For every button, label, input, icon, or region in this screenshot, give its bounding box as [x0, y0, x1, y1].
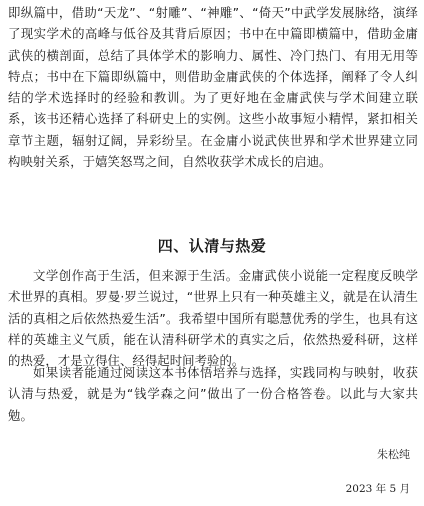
body-paragraph-3: 如果读者能通过阅读这本书体悟培养与选择，实践同构与映射，收获认清与热爱，就是为“钱学森之问”做出了一份合格答卷。以此与大家共勉。 [8, 365, 418, 423]
body-paragraph-2: 文学创作高于生活，但来源于生活。金庸武侠小说能一定程度反映学术世界的真相。罗曼·罗兰说过，“世界上只有一种英雄主义，就是在认清生活的真相之后依然热爱生活”。我希望中国所有聪慧优秀的学生，也具有这样的英雄主义气质，能在认清科研学术的真实之后，依然热爱科研，这样的热爱，才是立得住、经得起时间考验的。 [8, 268, 418, 369]
section-title: 四、认清与热爱 [157, 237, 267, 255]
body-paragraph-1: 即纵篇中，借助“天龙”、“射雕”、“神雕”、“倚天”中武学发展脉络，演绎了现实学术的高峰与低谷及其背后原因；书中在中篇即横篇中，借助金庸武侠的横剖面，总结了具体学术的影响力、属性、冷门热门、有用无用等特点；书中在下篇即纵篇中，则借助金庸武侠的个体选择，阐释了令人纠结的学术选择时的经验和教训。为了更好地在金庸武侠与学术间建立联系，该书还精心选择了科研史上的实例。这些小故事短小精悍，紧扣相关章节主题，辐射辽阔，异彩纷呈。在金庸小说武侠世界和学术世界建立同构映射关系，于嬉笑怒骂之间，自然收获学术成长的启迪。 [8, 5, 418, 170]
signature-date: 2023 年 5 月 [345, 483, 410, 495]
author-signature: 朱松纯 [377, 448, 410, 461]
